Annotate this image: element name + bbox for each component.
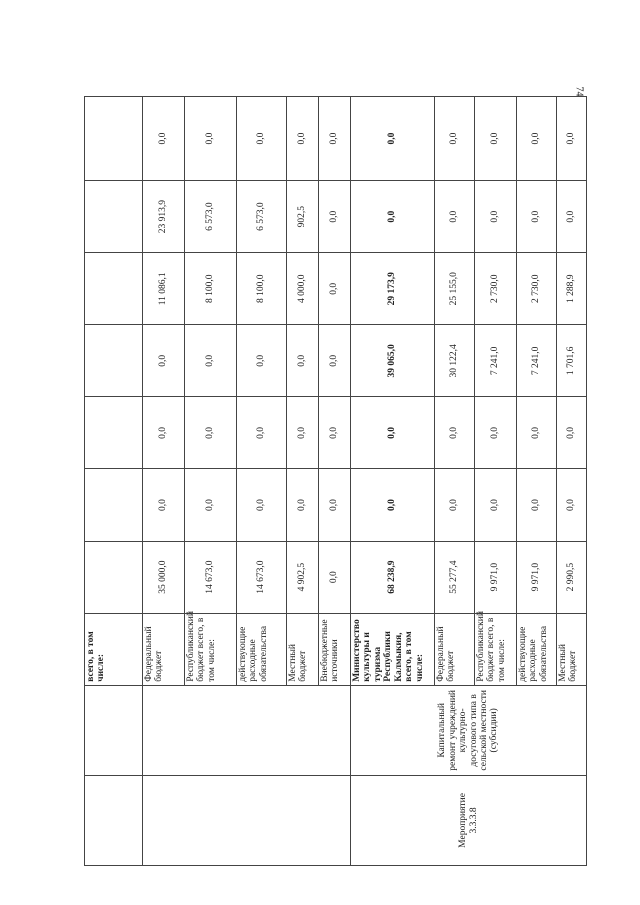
- value-cell: 0,0: [287, 469, 319, 541]
- value-cell: 0,0: [557, 397, 587, 469]
- value-cell: 0,0: [319, 541, 351, 613]
- value-cell: 0,0: [435, 397, 475, 469]
- value-cell: 0,0: [351, 397, 435, 469]
- source-cell: Республиканский бюджет всего, в том числе:: [185, 613, 237, 685]
- source-cell: Внебюджетные источники: [319, 613, 351, 685]
- value-cell: 0,0: [435, 97, 475, 181]
- table-row: [85, 97, 143, 866]
- value-cell: 14 673,0: [185, 541, 237, 613]
- value-cell: 0,0: [475, 181, 517, 253]
- code-cell-empty: [85, 775, 143, 865]
- value-cell: 0,0: [319, 97, 351, 181]
- value-cell: 4 902,5: [287, 541, 319, 613]
- value-cell: 0,0: [435, 181, 475, 253]
- value-cell: 0,0: [143, 397, 185, 469]
- measure-name: Капитальный ремонт учреждений культурно-досугового типа в сельской местности (субсидии): [351, 685, 587, 775]
- source-cell: Федеральный бюджет: [435, 613, 475, 685]
- value-cell: 0,0: [143, 325, 185, 397]
- value-cell: 0,0: [237, 469, 287, 541]
- value-cell: 0,0: [185, 397, 237, 469]
- name-cell-empty: [143, 685, 351, 775]
- value-cell: 0,0: [475, 97, 517, 181]
- value-cell: 8 100,0: [185, 253, 237, 325]
- value-cell: 8 100,0: [237, 253, 287, 325]
- value-cell: 0,0: [185, 469, 237, 541]
- value-cell: 0,0: [517, 469, 557, 541]
- table-row: [351, 97, 435, 866]
- value-cell: 7 241,0: [517, 325, 557, 397]
- value-cell: 0,0: [319, 181, 351, 253]
- value-cell: 2 730,0: [517, 253, 557, 325]
- source-cell: Местный бюджет: [287, 613, 319, 685]
- source-cell: всего, в том числе:: [85, 613, 143, 685]
- value-cell: 9 971,0: [517, 541, 557, 613]
- value-cell: 6 573,0: [185, 181, 237, 253]
- value-cell: 4 000,0: [287, 253, 319, 325]
- value-cell: 902,5: [287, 181, 319, 253]
- value-cell: 0,0: [319, 469, 351, 541]
- table-row: [143, 97, 185, 866]
- value-cell: 35 000,0: [143, 541, 185, 613]
- value-cell: 30 122,4: [435, 325, 475, 397]
- value-cell: 0,0: [475, 469, 517, 541]
- value-cell: 0,0: [185, 97, 237, 181]
- value-cell: 0,0: [319, 397, 351, 469]
- value-cell: 0,0: [287, 397, 319, 469]
- value-cell: 1 288,9: [557, 253, 587, 325]
- value-cell: 29 173,9: [351, 253, 435, 325]
- value-cell: 1 701,6: [557, 325, 587, 397]
- source-cell: действующие расходные обязательства: [237, 613, 287, 685]
- value-cell: 9 971,0: [475, 541, 517, 613]
- value-cell: 0,0: [185, 325, 237, 397]
- rotated-table-wrapper: [84, 96, 579, 866]
- source-cell: Местный бюджет: [557, 613, 587, 685]
- value-cell: 0,0: [517, 397, 557, 469]
- source-cell: Республиканский бюджет всего, в том числе:: [475, 613, 517, 685]
- value-cell: 0,0: [287, 97, 319, 181]
- value-cell: 0,0: [319, 325, 351, 397]
- value-cell: 68 238,9: [351, 541, 435, 613]
- source-cell: Министерство культуры и туризма Республики Калмыкия, всего, в том числе:: [351, 613, 435, 685]
- value-cell: 0,0: [351, 97, 435, 181]
- name-cell-empty: [85, 685, 143, 775]
- value-cell: 0,0: [351, 181, 435, 253]
- source-cell: Федеральный бюджет: [143, 613, 185, 685]
- value-cell: 2 730,0: [475, 253, 517, 325]
- value-cell: 6 573,0: [237, 181, 287, 253]
- value-cell: 7 241,0: [475, 325, 517, 397]
- value-cell: 2 990,5: [557, 541, 587, 613]
- source-cell: действующие расходные обязательства: [517, 613, 557, 685]
- value-cell: 0,0: [475, 397, 517, 469]
- value-cell: 11 086,1: [143, 253, 185, 325]
- value-cell: 0,0: [237, 397, 287, 469]
- value-cell: 23 913,9: [143, 181, 185, 253]
- value-cell: 0,0: [287, 325, 319, 397]
- value-cell: 0,0: [143, 469, 185, 541]
- value-cell: 0,0: [557, 469, 587, 541]
- value-cell: 0,0: [351, 469, 435, 541]
- value-cell: 0,0: [557, 181, 587, 253]
- value-cell: 55 277,4: [435, 541, 475, 613]
- value-cell: 39 065,0: [351, 325, 435, 397]
- value-cell: 0,0: [319, 253, 351, 325]
- value-cell: 0,0: [557, 97, 587, 181]
- value-cell: 0,0: [143, 97, 185, 181]
- budget-table: [84, 96, 587, 866]
- code-cell-empty: [143, 775, 351, 865]
- measure-code: Мероприятие 3.3.3.8: [351, 775, 587, 865]
- value-cell: 0,0: [435, 469, 475, 541]
- value-cell: 25 155,0: [435, 253, 475, 325]
- value-cell: 0,0: [237, 325, 287, 397]
- value-cell: 0,0: [237, 97, 287, 181]
- value-cell: 0,0: [517, 181, 557, 253]
- value-cell: 0,0: [517, 97, 557, 181]
- value-cell: 14 673,0: [237, 541, 287, 613]
- page-number: 74: [573, 86, 585, 97]
